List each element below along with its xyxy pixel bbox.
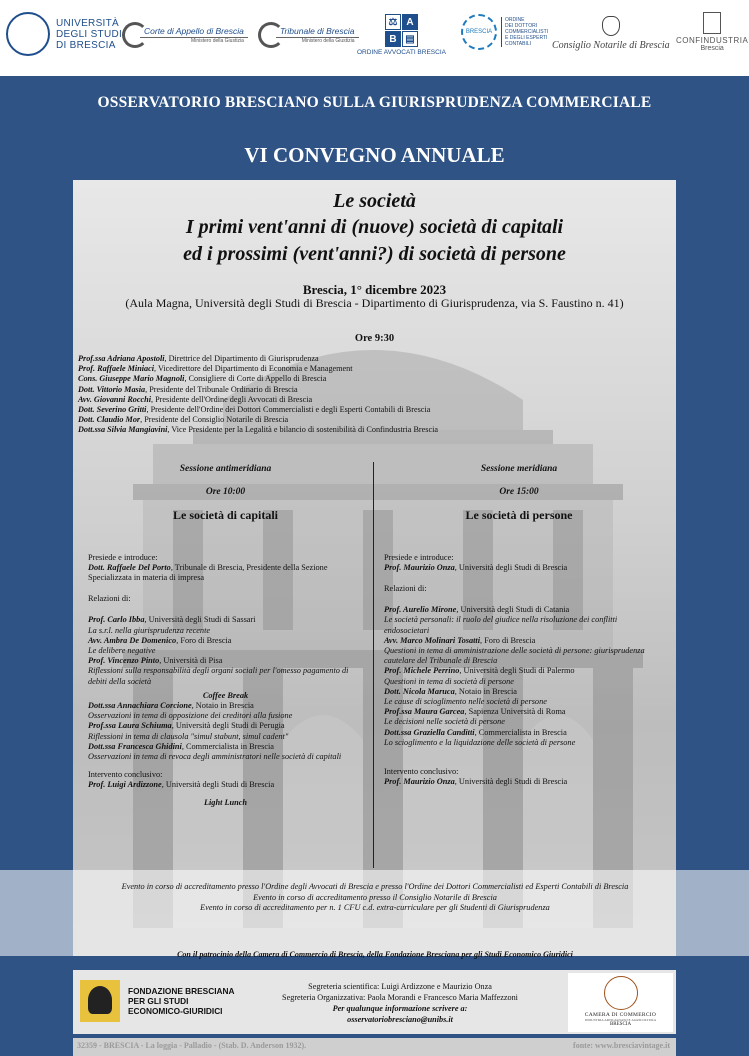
fbs-logo <box>80 980 234 1022</box>
photo-credit: 32359 - BRESCIA - La loggia - Palladio - (Stab. D. Anderson 1932). <box>77 1041 307 1050</box>
dottori-line: COMMERCIALISTI <box>505 29 549 35</box>
scales-icon: ⚖ <box>385 14 401 30</box>
scientific-secretariat: Segreteria scientifica: Luigi Ardizzone e Maurizio Onza <box>308 982 492 991</box>
talk-title: Le società personali: il ruolo del giudice nella risoluzione dei conflitti endosocietari <box>384 615 618 635</box>
session-time: Ore 10:00 <box>205 487 246 498</box>
fbs-line: ECONOMICO-GIURIDICI <box>128 1006 223 1016</box>
closing-name: Prof. Luigi Ardizzone <box>88 780 162 790</box>
talk-affiliation: , Università degli Studi di Sassari <box>144 615 256 625</box>
talk-speaker: Dott. Nicola Maruca <box>384 686 455 696</box>
corte-name: Corte di Appello di Brescia <box>140 26 248 38</box>
talk-affiliation: , Foro di Brescia <box>176 635 232 645</box>
speaker-row <box>78 405 668 415</box>
speaker-row <box>78 415 668 425</box>
dottori-line: E DEGLI ESPERTI <box>505 35 548 41</box>
speaker-role: , Presidente del Tribunale Ordinario di Brescia <box>145 384 298 394</box>
speaker-role: , Presidente dell'Ordine degli Avvocati di Brescia <box>151 394 313 404</box>
fbs-line: FONDAZIONE BRESCIANA <box>128 986 235 996</box>
chair-role: , Università degli Studi di Brescia <box>454 562 568 572</box>
closing-role: , Università degli Studi di Brescia <box>161 780 275 790</box>
talk-speaker: Prof.ssa Maura Garcea <box>384 707 465 717</box>
talk-speaker: Prof. Carlo Ibba <box>88 615 145 625</box>
unibs-seal-icon <box>6 12 50 56</box>
opening-speakers <box>78 354 668 436</box>
speaker-role: , Vice Presidente per la Legalità e bilancio di sostenibilità di Confindustria Brescia <box>167 425 439 435</box>
chair-name: Prof. Maurizio Onza <box>384 562 455 572</box>
confindustria-name: CONFINDUSTRIA <box>676 36 749 45</box>
closing-label: Intervento conclusivo: <box>88 770 163 780</box>
patronage: Con il patrocinio della Camera di Commercio di Brescia, della Fondazione Bresciana per gli Studi Economico Giuridici <box>177 950 573 959</box>
talk-title: Riflessioni in tema di clausola "simul stabunt, simul cadent" <box>88 731 289 741</box>
organizing-secretariat: Segreteria Organizzativa: Paola Morandi e Francesco Maria Maffezzoni <box>282 993 518 1002</box>
corte-appello-logo <box>122 22 248 48</box>
book-icon: ▤ <box>402 31 418 47</box>
speaker-role: , Direttrice del Dipartimento di Giurisprudenza <box>164 354 319 363</box>
talk-affiliation: , Università di Pisa <box>159 656 223 666</box>
event-venue: (Aula Magna, Università degli Studi di Brescia - Dipartimento di Giurisprudenza, via S. Faustino n. 41) <box>125 296 624 310</box>
talk-title: Lo scioglimento e la liquidazione delle società di persone <box>384 737 576 747</box>
chair-role: , Tribunale di Brescia, Presidente della Sezione Specializzata in materia di impresa <box>88 562 328 583</box>
session-topic: Le società di capitali <box>173 508 278 523</box>
light-lunch: Light Lunch <box>203 797 248 807</box>
corte-sub: Ministero della Giustizia <box>191 38 244 44</box>
accreditation-line: Evento in corso di accreditamento presso il Consiglio Notarile di Brescia <box>253 892 497 902</box>
speaker-role: , Presidente del Consiglio Notarile di Brescia <box>140 415 289 425</box>
speaker-name: Dott. Severino Gritti <box>78 405 147 415</box>
column-divider <box>373 462 374 868</box>
speaker-name: Dott. Vittorio Masia <box>78 384 146 394</box>
ordine-avvocati-logo <box>357 14 446 56</box>
talk-speaker: Prof. Aurelio Mirone <box>384 605 457 615</box>
speaker-name: Cons. Giuseppe Mario Magnoli <box>78 374 185 384</box>
talk-title: Le delibere negative <box>88 646 156 656</box>
camera-commercio-logo <box>568 973 673 1032</box>
fbs-emblem-icon <box>80 980 120 1022</box>
reports-label: Relazioni di: <box>88 594 131 604</box>
unibs-logo <box>6 12 122 56</box>
contact-email[interactable]: osservatoriobresciano@unibs.it <box>347 1015 453 1024</box>
dottori-line: DEI DOTTORI <box>505 23 538 29</box>
ccia-sub: INDUSTRIA ARTIGIANATO E AGRICOLTURA <box>584 1018 657 1022</box>
ccia-name: CAMERA DI COMMERCIO <box>584 1012 657 1018</box>
talk-title: Le decisioni nelle società di persone <box>384 717 505 727</box>
speaker-name: Prof.ssa Adriana Apostoli <box>78 354 165 363</box>
photo-source: fonte: www.bresciavintage.it <box>573 1041 670 1050</box>
talk-title: Questioni in tema di società di persone <box>384 676 514 686</box>
talk-speaker: Prof. Vincenzo Pinto <box>88 656 160 666</box>
talk-speaker: Avv. Marco Molinari Tosatti <box>384 635 481 645</box>
unibs-line: DI BRESCIA <box>56 39 116 51</box>
avvocati-grid-icon <box>385 14 418 47</box>
talk-title: Osservazioni in tema di revoca degli amministratori nelle società di capitali <box>88 752 342 762</box>
speaker-row <box>78 395 668 405</box>
tribunale-logo <box>258 22 359 48</box>
notarile-caption: Consiglio Notarile di Brescia <box>552 40 670 51</box>
chair-label: Presiede e introduce: <box>88 552 158 562</box>
talk-speaker: Dott.ssa Annachiara Corcione <box>88 701 192 711</box>
talk-title: Le cause di scioglimento nelle società di persone <box>384 697 547 707</box>
talk-affiliation: , Sapienza Università di Roma <box>464 707 566 717</box>
tribunale-name: Tribunale di Brescia <box>276 26 359 38</box>
closing-name: Prof. Maurizio Onza <box>384 777 455 787</box>
talk-affiliation: , Università degli Studi di Perugia <box>171 721 285 731</box>
talk-title: Questioni in tema di amministrazione delle società di persone: giurisprudenza cautelare del Tribunale di Brescia <box>384 646 645 666</box>
talk-affiliation: , Commercialista in Brescia <box>181 741 274 751</box>
ordine-dottori-logo <box>461 14 548 50</box>
talk-title: La s.r.l. nella giurisprudenza recente <box>88 625 211 635</box>
talk-speaker: Dott.ssa Francesca Ghidini <box>88 741 182 751</box>
talk-affiliation: , Commercialista in Brescia <box>474 727 567 737</box>
consiglio-notarile-logo <box>552 16 670 51</box>
ccia-seal-icon <box>604 976 638 1010</box>
talk-speaker: Avv. Ambra De Domenico <box>88 635 177 645</box>
talk-title: Riflessioni sulla responsabilità degli organi sociali per l'omesso pagamento di debiti della società <box>88 666 349 686</box>
session-heading: Sessione meridiana <box>480 464 558 474</box>
talk-affiliation: , Università degli Studi di Palermo <box>459 666 575 676</box>
session-heading: Sessione antimeridiana <box>179 464 272 474</box>
speaker-name: Avv. Giovanni Rocchi <box>78 394 151 404</box>
session-topic: Le società di persone <box>465 508 573 523</box>
closing-label: Intervento conclusivo: <box>384 767 459 777</box>
talk-affiliation: , Foro di Brescia <box>480 635 536 645</box>
accreditation-line: Evento in corso di accreditamento presso l'Ordine degli Avvocati di Brescia e presso l'Ordine dei Dottori Commercialisti ed Esperti Contabili di Brescia <box>121 882 629 891</box>
speaker-name: Dott. Claudio Mor <box>78 415 141 425</box>
speaker-role: , Vicedirettore del Dipartimento di Economia e Management <box>154 364 353 374</box>
accreditation-notes <box>80 882 670 914</box>
talk-affiliation: , Notaio in Brescia <box>191 701 254 711</box>
closing-role: , Università degli Studi di Brescia <box>454 777 568 787</box>
talk-speaker: Dott.ssa Graziella Canditti <box>384 727 475 737</box>
talk-title: Osservazioni in tema di opposizione dei creditori alla fusione <box>88 711 293 721</box>
speaker-row <box>78 385 668 395</box>
unibs-line: DEGLI STUDI <box>56 28 123 40</box>
chair-label: Presiede e introduce: <box>384 552 454 562</box>
speaker-row <box>78 425 668 435</box>
event-date: Brescia, 1° dicembre 2023 <box>302 282 447 297</box>
convegno-title: VI CONVEGNO ANNUALE <box>244 143 505 167</box>
opening-time: Ore 9:30 <box>354 333 395 344</box>
event-title-line: I primi vent'anni di (nuove) società di capitali <box>185 216 564 238</box>
avvocati-letter: A <box>402 14 418 30</box>
emblem-icon <box>602 16 620 36</box>
session-time: Ore 15:00 <box>499 487 539 498</box>
photo-caption <box>73 1038 676 1056</box>
chair-name: Dott. Raffaele Del Porto <box>88 562 171 572</box>
speaker-row <box>78 354 668 364</box>
speaker-name: Prof. Raffaele Miniaci <box>78 364 155 374</box>
confindustria-sub: Brescia <box>700 45 724 52</box>
reports-label: Relazioni di: <box>384 584 427 594</box>
observatory-title: OSSERVATORIO BRESCIANO SULLA GIURISPRUDENZA COMMERCIALE <box>97 94 652 111</box>
dottori-circle-icon <box>461 14 497 50</box>
accreditation-line: Evento in corso di accreditamento per n. 1 CFU c.d. extra-curriculare per gli Studenti di Giurisprudenza <box>200 903 550 912</box>
fbs-line: PER GLI STUDI <box>128 996 189 1006</box>
talk-affiliation: , Università degli Studi di Catania <box>456 605 570 615</box>
speaker-name: Dott.ssa Silvia Mangiavini <box>78 425 168 435</box>
dottori-circle-text: BRESCIA <box>465 29 493 35</box>
avvocati-letter: B <box>385 31 401 47</box>
logo-bar <box>0 0 749 76</box>
event-title-line: ed i prossimi (vent'anni?) di società di persone <box>183 243 566 265</box>
speaker-role: , Presidente dell'Ordine dei Dottori Commercialisti e degli Esperti Contabili di Brescia <box>146 405 431 415</box>
talk-affiliation: , Notaio in Brescia <box>454 686 517 696</box>
event-title-line: Le società <box>333 190 416 212</box>
talk-speaker: Prof.ssa Laura Schiuma <box>88 721 172 731</box>
tribunale-sub: Ministero della Giustizia <box>301 38 355 44</box>
confindustria-logo <box>676 12 748 52</box>
afternoon-session <box>384 464 654 787</box>
ccia-city: BRESCIA <box>609 1022 632 1027</box>
morning-session <box>88 464 363 808</box>
speaker-row <box>78 374 668 384</box>
dottori-line: CONTABILI <box>505 41 532 47</box>
speaker-row <box>78 364 668 374</box>
confindustria-emblem-icon <box>703 12 721 34</box>
avvocati-caption: ORDINE AVVOCATI BRESCIA <box>357 49 446 56</box>
dottori-line: ORDINE <box>505 17 525 23</box>
speaker-role: , Consigliere di Corte di Appello di Brescia <box>184 374 327 384</box>
unibs-line: UNIVERSITÀ <box>56 17 120 29</box>
secretariat <box>250 981 550 1025</box>
coffee-break: Coffee Break <box>202 690 249 700</box>
info-question: Per qualunque informazione scrivere a: <box>332 1004 468 1013</box>
talk-speaker: Prof. Michele Perrino <box>384 666 460 676</box>
